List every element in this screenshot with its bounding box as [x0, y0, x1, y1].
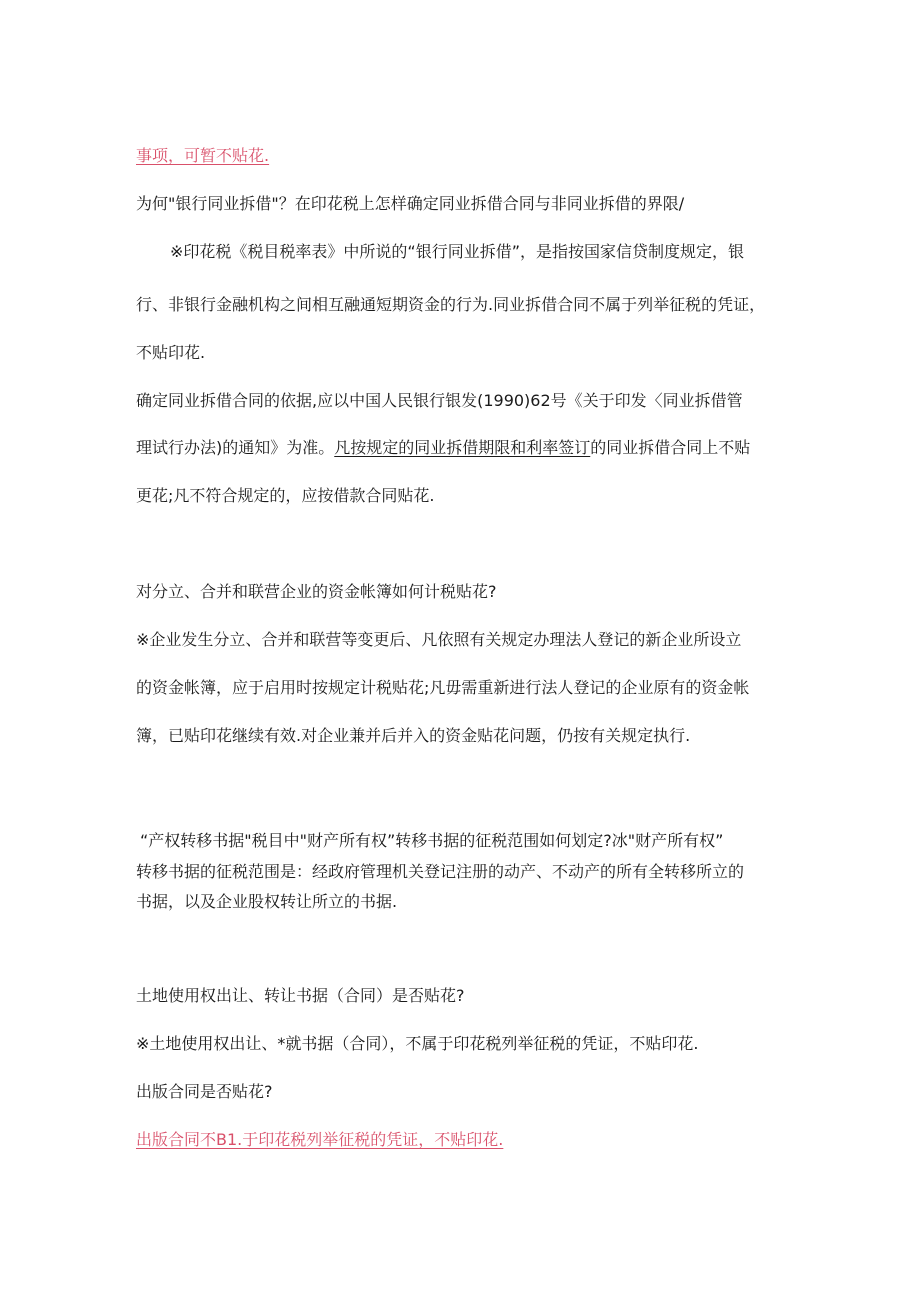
answer-line-6: 更花;凡不符合规定的，应按借款合同贴花. [136, 486, 435, 505]
property-transfer-line-2: 转移书据的征税范围是：经政府管理机关登记注册的动产、不动产的所有全转移所立的 [136, 862, 745, 881]
land-use-answer: ※土地使用权出让、*就书据（合同），不属于印花税列举征税的凭证，不贴印花. [136, 1034, 699, 1053]
question-publishing-contract: 出版合同是否贴花? [136, 1082, 273, 1101]
answer-line-5-underlined: 凡按规定的同业拆借期限和利率签订 [334, 438, 591, 457]
question-capital-books: 对分立、合并和联营企业的资金帐簿如何计税贴花? [136, 582, 497, 601]
answer-line-5 [136, 437, 750, 459]
answer-line-2: 行、非银行金融机构之间相互融通短期资金的行为.同业拆借合同不属于列举征税的凭证， [136, 295, 766, 314]
carryover-line: 事项，可暂不贴花. [136, 146, 270, 165]
publishing-answer: 出版合同不B1.于印花税列举征税的凭证，不贴印花. [136, 1130, 504, 1149]
question-interbank-lending: 为何"银行同业拆借"？在印花税上怎样确定同业拆借合同与非同业拆借的界限/ [136, 194, 685, 213]
answer-line-1: ※印花税《税目税率表》中所说的“银行同业拆借”，是指按国家信贷制度规定，银 [170, 242, 744, 261]
capital-answer-line-3: 簿，已贴印花继续有效.对企业兼并后并入的资金贴花问题，仍按有关规定执行. [136, 726, 691, 745]
property-transfer-line-3: 书据，以及企业股权转让所立的书据. [136, 892, 398, 911]
question-land-use-right: 土地使用权出让、转让书据（合同）是否贴花? [136, 986, 465, 1005]
answer-line-5-pre: 理试行办法)的通知》为准。 [136, 438, 335, 457]
answer-line-3: 不贴印花. [136, 343, 206, 362]
answer-line-5-post: 的同业拆借合同上不贴 [590, 438, 751, 457]
capital-answer-line-2: 的资金帐簿，应于启用时按规定计税贴花;凡毋需重新进行法人登记的企业原有的资金帐 [136, 678, 750, 697]
answer-line-4: 确定同业拆借合同的依据,应以中国人民银行银发(1990)62号《关于印发〈同业拆借管 [136, 391, 743, 410]
property-transfer-line-1: “产权转移书据"税目中"财产所有权”转移书据的征税范围如何划定?冰"财产所有权” [140, 831, 724, 850]
capital-answer-line-1: ※企业发生分立、合并和联营等变更后、凡依照有关规定办理法人登记的新企业所设立 [136, 630, 742, 649]
